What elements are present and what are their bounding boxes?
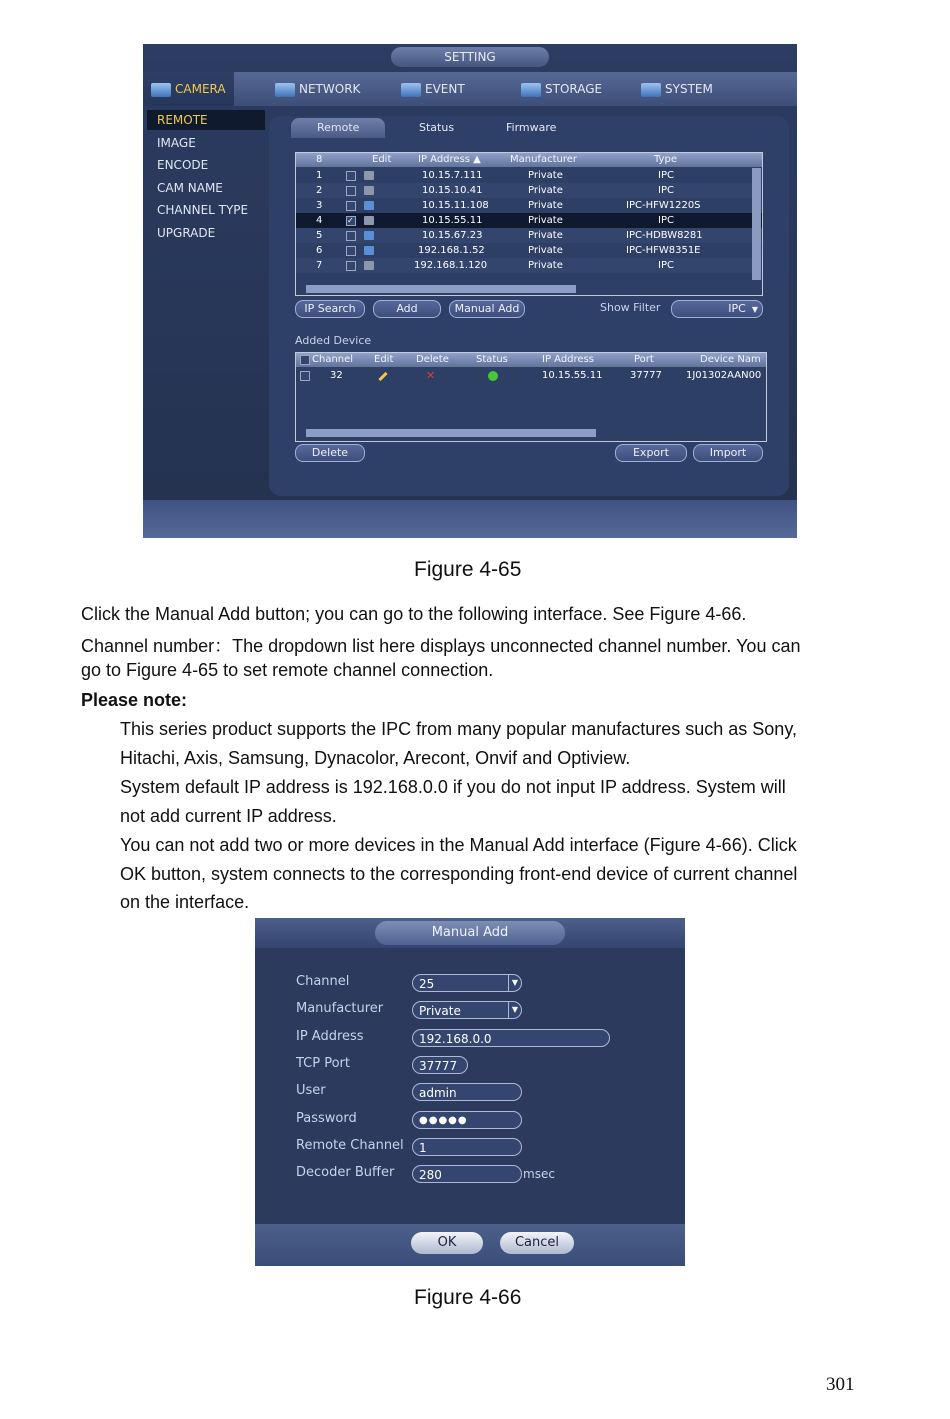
select-all-checkbox[interactable] [300,355,310,365]
header-manufacturer[interactable]: Manufacturer [510,154,577,165]
dropdown-arrow-icon: ▼ [508,975,521,991]
row-checkbox[interactable] [346,186,356,196]
paragraph: Channel number：The dropdown list here displays unconnected channel number. You can [81,636,801,656]
row-checkbox[interactable] [346,246,356,256]
table-header [296,353,766,367]
note-line: You can not add two or more devices in the Manual Add interface (Figure 4-66). Click [120,835,797,855]
paragraph: Click the Manual Add button; you can go to the following interface. See Figure 4-66. [81,604,747,624]
tab-camera[interactable]: CAMERA [143,72,234,106]
manual-add-button[interactable]: Manual Add [449,300,525,318]
edit-icon[interactable] [364,246,374,255]
ok-button[interactable]: OK [411,1232,483,1254]
decoder-buffer-label: Decoder Buffer [296,1165,395,1180]
table-row-selected[interactable]: 4 ✓ 10.15.55.11 Private IPC [296,213,762,228]
horizontal-scrollbar[interactable] [306,285,576,293]
tab-remote[interactable]: Remote [291,118,385,138]
setting-title: SETTING [391,47,549,67]
table-row[interactable]: 6 192.168.1.52 Private IPC-HFW8351E [296,243,762,258]
edit-icon[interactable] [364,201,374,210]
event-icon [401,83,421,97]
header-edit: Edit [372,154,392,165]
row-checkbox[interactable] [346,231,356,241]
settings-screenshot [143,44,797,538]
bottom-bar [143,500,797,538]
table-row[interactable]: 2 10.15.10.41 Private IPC [296,183,762,198]
tcp-port-label: TCP Port [296,1056,350,1071]
tab-system[interactable]: SYSTEM [641,72,713,106]
note-line: OK button, system connects to the corresponding front-end device of current channel [120,864,798,884]
note-line: System default IP address is 192.168.0.0 if you do not input IP address. System will [120,777,786,797]
menu-remote[interactable]: REMOTE [147,110,265,130]
remote-channel-label: Remote Channel [296,1138,404,1153]
menu-image[interactable]: IMAGE [157,136,196,150]
status-online-icon [488,371,498,381]
dialog-title: Manual Add [375,921,565,945]
show-filter-label: Show Filter [600,301,661,314]
edit-icon[interactable] [364,171,374,180]
manual-add-dialog [255,918,685,1266]
manufacturer-label: Manufacturer [296,1001,384,1016]
edit-pencil-icon[interactable] [378,372,387,381]
dropdown-arrow-icon: ▼ [508,1002,521,1018]
figure-caption: Figure 4-66 [414,1286,522,1309]
figure-caption: Figure 4-65 [414,558,522,581]
camera-icon [151,83,171,97]
note-line: not add current IP address. [120,806,337,826]
decoder-buffer-unit: msec [523,1167,555,1181]
edit-icon[interactable] [364,261,374,270]
horizontal-scrollbar[interactable] [306,429,596,437]
menu-cam-name[interactable]: CAM NAME [157,181,223,195]
table-row[interactable]: 32 ✕ 10.15.55.11 37777 1J01302AAN00 [296,368,766,383]
password-input[interactable]: ●●●●● [412,1111,522,1129]
ip-search-button[interactable]: IP Search [295,300,365,318]
manufacturer-select[interactable]: Private ▼ [412,1001,522,1019]
delete-button[interactable]: Delete [295,444,365,462]
row-checkbox[interactable] [300,371,310,381]
ip-address-input[interactable]: 192.168.0.0 [412,1029,610,1047]
import-button[interactable]: Import [693,444,763,462]
tab-storage[interactable]: STORAGE [521,72,602,106]
remote-channel-input[interactable]: 1 [412,1138,522,1156]
page-number: 301 [826,1374,855,1395]
added-device-label: Added Device [295,334,372,347]
storage-icon [521,83,541,97]
delete-x-icon[interactable]: ✕ [426,369,436,382]
vertical-scrollbar[interactable] [752,168,761,280]
row-checkbox[interactable] [346,261,356,271]
edit-icon[interactable] [364,231,374,240]
tab-firmware[interactable]: Firmware [506,121,557,134]
note-heading: Please note: [81,690,188,710]
row-checkbox-checked[interactable]: ✓ [346,216,356,226]
user-label: User [296,1083,326,1098]
password-label: Password [296,1111,357,1126]
edit-icon[interactable] [364,186,374,195]
dropdown-arrow-icon: ▼ [751,305,758,314]
added-device-table: Channel Edit Delete Status IP Address Port Device Nam 32 ✕ 10.15.55.11 37777 1J01302AAN00 [295,352,767,442]
channel-select[interactable]: 25 ▼ [412,974,522,992]
show-filter-select[interactable]: IPC ▼ [671,300,763,318]
menu-upgrade[interactable]: UPGRADE [157,226,216,240]
row-checkbox[interactable] [346,171,356,181]
table-row[interactable]: 7 192.168.1.120 Private IPC [296,258,762,273]
menu-encode[interactable]: ENCODE [157,158,209,172]
network-icon [275,83,295,97]
header-ip[interactable]: IP Address ▲ [418,154,481,165]
user-input[interactable]: admin [412,1083,522,1101]
table-row[interactable]: 1 10.15.7.111 Private IPC [296,168,762,183]
system-icon [641,83,661,97]
tcp-port-input[interactable]: 37777 [412,1056,468,1074]
table-row[interactable]: 5 10.15.67.23 Private IPC-HDBW8281 [296,228,762,243]
tab-network[interactable]: NETWORK [275,72,360,106]
tab-status[interactable]: Status [419,121,455,134]
row-checkbox[interactable] [346,201,356,211]
paragraph: go to Figure 4-65 to set remote channel connection. [81,660,494,680]
cancel-button[interactable]: Cancel [500,1232,574,1254]
table-row[interactable]: 3 10.15.11.108 Private IPC-HFW1220S [296,198,762,213]
note-line: on the interface. [120,892,250,912]
ip-address-label: IP Address [296,1029,364,1044]
decoder-buffer-input[interactable]: 280 [412,1165,522,1183]
add-button[interactable]: Add [373,300,441,318]
channel-label: Channel [296,974,350,989]
edit-icon[interactable] [364,216,374,225]
search-results-table [295,152,763,296]
tab-event[interactable]: EVENT [401,72,465,106]
header-type[interactable]: Type [654,154,677,165]
export-button[interactable]: Export [615,444,687,462]
note-line: Hitachi, Axis, Samsung, Dynacolor, Arecont, Onvif and Optiview. [120,748,631,768]
note-line: This series product supports the IPC from many popular manufactures such as Sony, [120,719,797,739]
header-count: 8 [316,154,323,165]
menu-channel-type[interactable]: CHANNEL TYPE [157,203,249,217]
